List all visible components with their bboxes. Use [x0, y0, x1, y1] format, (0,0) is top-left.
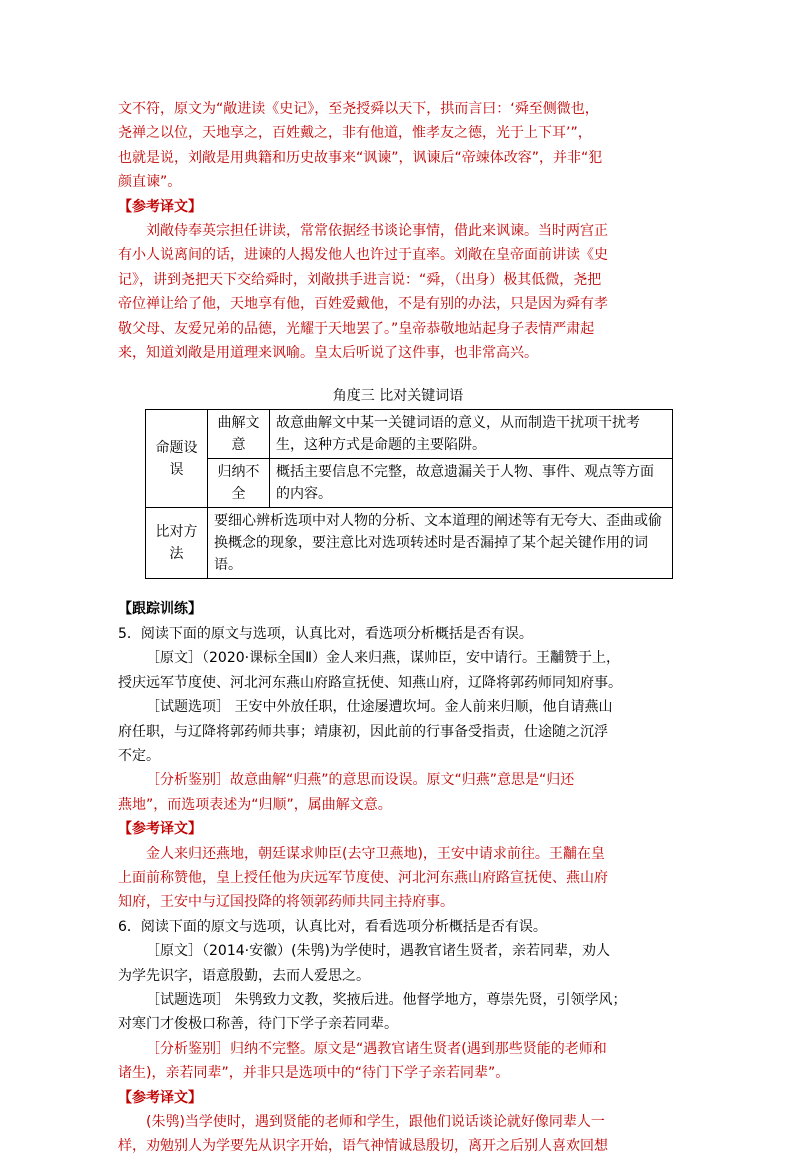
analysis-line: ［分析鉴别］故意曲解“归燕”的意思而设误。原文“归燕”意思是“归还	[146, 772, 575, 789]
document-page	[118, 97, 678, 1159]
translation-line: 来，知道刘敞是用道理来讽喻。皇太后听说了这件事，也非常高兴。	[118, 345, 538, 362]
option-line: ［试题选项］ 王安中外放任职，仕途屡遭坎坷。金人前来归顺，他自请燕山	[146, 699, 613, 716]
table-sub-cell: 曲解文意	[208, 410, 270, 459]
reference-translation-heading: 【参考译文】	[118, 198, 202, 215]
option-line: 不定。	[118, 747, 160, 764]
translation-line: 金人来归还燕地，朝廷谋求帅臣(去守卫燕地)，王安中请求前往。王黼在皇	[146, 845, 605, 862]
intro-line: 也就是说，刘敞是用典籍和历史故事来“讽谏”，讽谏后“帝竦体改容”，并非“犯	[118, 149, 603, 166]
intro-line: 尧禅之以位，天地享之，百姓戴之，非有他道，惟孝友之德，光于上下耳’”，	[118, 125, 592, 142]
option-line: 对寒门才俊极口称善，待门下学子亲若同辈。	[118, 1016, 398, 1033]
translation-line: 敬父母、友爱兄弟的品德，光耀于天地罢了。”皇帝恭敬地站起身子表情严肃起	[118, 320, 595, 337]
original-text-line: 授庆远军节度使、河北河东燕山府路宣抚使、知燕山府，辽降将郭药师同知府事。	[118, 674, 622, 691]
table-head-cell: 比对方法	[146, 508, 208, 579]
translation-line: 刘敞侍奉英宗担任讲读，常常依据经书谈论事情，借此来讽谏。当时两宫正	[146, 223, 608, 240]
analysis-line: 燕地”，而选项表述为“归顺”，属曲解文意。	[118, 796, 392, 813]
translation-line: (朱鸮)当学使时，遇到贤能的老师和学生，跟他们说话谈论就好像同辈人一	[146, 1114, 605, 1130]
translation-line: 上面前称赞他，皇上授任他为庆远军节度使、河北河东燕山府路宣抚使、燕山府	[118, 869, 608, 886]
original-text-line: 为学先识字，语意殷勤，去而人爱思之。	[118, 967, 370, 984]
method-table	[145, 409, 673, 579]
table-text-cell: 故意曲解文中某一关键词语的意义，从而制造干扰项干扰考生，这种方式是命题的主要陷阱。	[270, 410, 673, 459]
table-row	[146, 459, 673, 508]
question-title: 5．阅读下面的原文与选项，认真比对，看选项分析概括是否有误。	[118, 625, 533, 642]
translation-line: 有小人说离间的话，进谏的人揭发他人也许过于直率。刘敞在皇帝面前讲读《史	[118, 247, 608, 264]
table-row	[146, 410, 673, 459]
original-text-line: ［原文］（2020·课标全国Ⅱ）金人来归燕，谋帅臣，安中请行。王黼赞于上，	[146, 650, 620, 667]
table-text-cell: 要细心辨析选项中对人物的分析、文本道理的阐述等有无夸大、歪曲或偷换概念的现象，要注意比对选项转述时是否漏掉了某个起关键作用的词语。	[208, 508, 673, 579]
table-sub-cell: 归纳不全	[208, 459, 270, 508]
option-line: 府任职，与辽降将郭药师共事；靖康初，因此前的行事备受指责，仕途随之沉浮	[118, 723, 608, 740]
table-head-cell: 命题设误	[146, 410, 208, 508]
original-text-line: ［原文］（2014·安徽）(朱鸮)为学使时，遇教官诸生贤者，亲若同辈，劝人	[146, 943, 611, 960]
analysis-line: 诸生)，亲若同辈”，并非只是选项中的“待门下学子亲若同辈”。	[118, 1065, 510, 1082]
intro-line: 颜直谏”。	[118, 174, 182, 191]
table-row	[146, 508, 673, 579]
translation-line: 样，劝勉别人为学要先从识字开始，语气神情诚恳殷切，离开之后别人喜欢回想	[118, 1138, 608, 1155]
table-caption: 角度三 比对关键词语	[332, 388, 464, 405]
practice-heading: 【跟踪训练】	[118, 601, 202, 618]
intro-line: 文不符，原文为“敞进读《史记》，至尧授舜以天下，拱而言曰：‘舜至侧微也，	[118, 101, 599, 117]
reference-translation-heading: 【参考译文】	[118, 821, 202, 838]
reference-translation-heading: 【参考译文】	[118, 1089, 202, 1106]
analysis-line: ［分析鉴别］归纳不完整。原文是“遇教官诸生贤者(遇到那些贤能的老师和	[146, 1040, 607, 1057]
option-line: ［试题选项］ 朱鸮致力文教，奖掖后进。他督学地方，尊崇先贤，引领学风；	[146, 991, 627, 1008]
translation-line: 帝位禅让给了他，天地享有他，百姓爱戴他，不是有别的办法，只是因为舜有孝	[118, 296, 608, 313]
translation-line: 知府，王安中与辽国投降的将领郭药师共同主持府事。	[118, 894, 454, 911]
translation-line: 记》，讲到尧把天下交给舜时，刘敞拱手进言说：“舜，（出身）极其低微，尧把	[118, 271, 602, 288]
question-title: 6．阅读下面的原文与选项，认真比对，看看选项分析概括是否有误。	[118, 918, 547, 935]
table-text-cell: 概括主要信息不完整，故意遗漏关于人物、事件、观点等方面的内容。	[270, 459, 673, 508]
